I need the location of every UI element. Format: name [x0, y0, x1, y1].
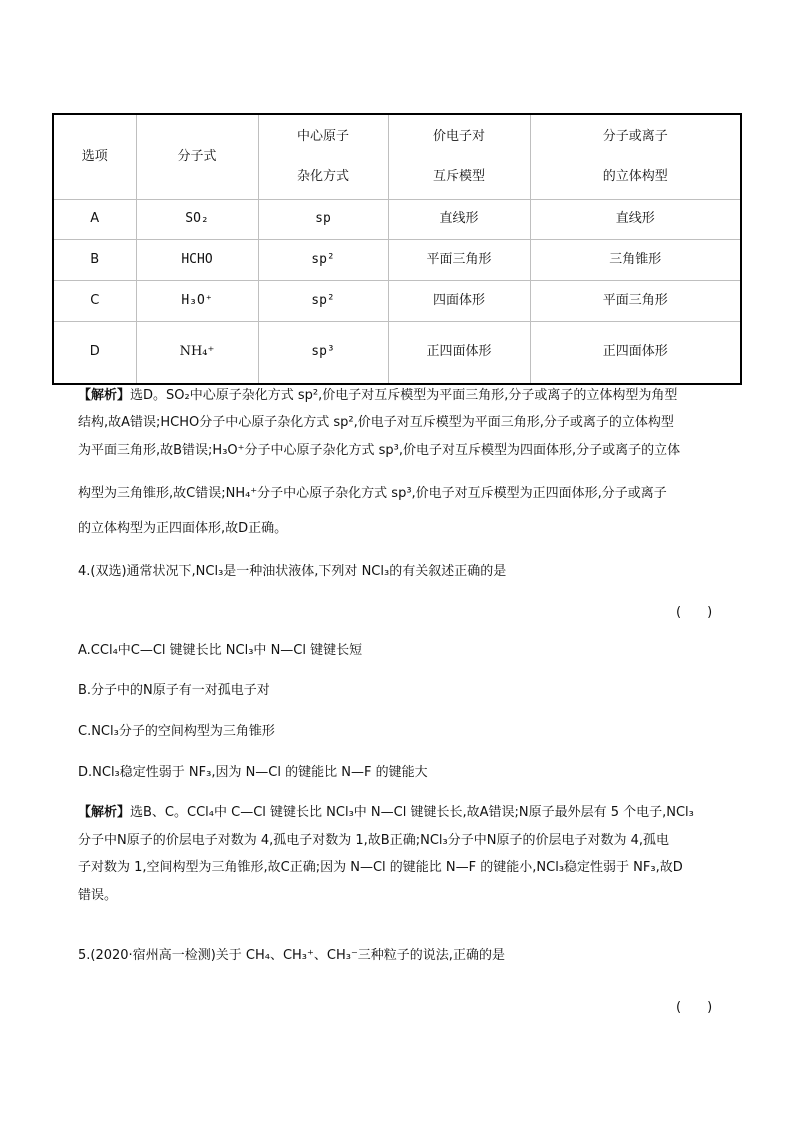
analysis2-line-1: 【解析】选B、C。CCl₄中 C—Cl 键键长比 NCl₃中 N—Cl 键键长长,故A错误;N原子最外层有 5 个电子,NCl₃ [78, 805, 694, 820]
analysis1-line-1: 【解析】选D。SO₂中心原子杂化方式 sp²,价电子对互斥模型为平面三角形,分子或离子的立体构型为角型 [78, 388, 678, 403]
answer-table [52, 113, 742, 385]
cell-hybrid: sp² [258, 280, 388, 321]
cell-option: C [54, 280, 136, 321]
answer-parentheses: ( ) [676, 605, 713, 620]
cell-vsepr: 四面体形 [388, 280, 530, 321]
header-formula: 分子式 [136, 115, 258, 199]
cell-shape: 直线形 [530, 199, 740, 239]
header-hybrid: 中心原子 杂化方式 [258, 115, 388, 199]
cell-formula: H₃O⁺ [136, 280, 258, 321]
question-4-stem: 4.(双选)通常状况下,NCl₃是一种油状液体,下列对 NCl₃的有关叙述正确的是 [78, 564, 507, 579]
option-d: D.NCl₃稳定性弱于 NF₃,因为 N—Cl 的键能比 N—F 的键能大 [78, 765, 428, 780]
table-row [54, 199, 740, 239]
cell-hybrid: sp [258, 199, 388, 239]
cell-formula: SO₂ [136, 199, 258, 239]
cell-formula: HCHO [136, 239, 258, 280]
analysis2-line-3: 子对数为 1,空间构型为三角锥形,故C正确;因为 N—Cl 的键能比 N—F 的键能小,NCl₃稳定性弱于 NF₃,故D [78, 860, 683, 875]
cell-shape: 三角锥形 [530, 239, 740, 280]
cell-shape: 正四面体形 [530, 321, 740, 383]
analysis1-line-5: 的立体构型为正四面体形,故D正确。 [78, 521, 288, 536]
table-row [54, 280, 740, 321]
answer-parentheses: ( ) [676, 1000, 713, 1015]
question-5-stem: 5.(2020·宿州高一检测)关于 CH₄、CH₃⁺、CH₃⁻三种粒子的说法,正确的是 [78, 948, 505, 963]
analysis2-line-2: 分子中N原子的价层电子对数为 4,孤电子对数为 1,故B正确;NCl₃分子中N原子的价层电子对数为 4,孤电 [78, 833, 669, 848]
table-row [54, 321, 740, 383]
header-option: 选项 [54, 115, 136, 199]
table-row [54, 239, 740, 280]
cell-vsepr: 平面三角形 [388, 239, 530, 280]
analysis-tag: 【解析】 [78, 388, 131, 403]
cell-option: D [54, 321, 136, 383]
cell-hybrid: sp³ [258, 321, 388, 383]
cell-option: B [54, 239, 136, 280]
cell-option: A [54, 199, 136, 239]
cell-hybrid: sp² [258, 239, 388, 280]
cell-formula: NH₄⁺ [136, 321, 258, 383]
analysis-tag: 【解析】 [78, 805, 131, 820]
option-a: A.CCl₄中C—Cl 键键长比 NCl₃中 N—Cl 键键长短 [78, 643, 363, 658]
analysis1-line-3: 为平面三角形,故B错误;H₃O⁺分子中心原子杂化方式 sp³,价电子对互斥模型为四面体形,分子或离子的立体 [78, 443, 681, 458]
cell-vsepr: 正四面体形 [388, 321, 530, 383]
option-c: C.NCl₃分子的空间构型为三角锥形 [78, 724, 275, 739]
analysis2-line-4: 错误。 [78, 888, 118, 903]
cell-shape: 平面三角形 [530, 280, 740, 321]
analysis1-line-2: 结构,故A错误;HCHO分子中心原子杂化方式 sp²,价电子对互斥模型为平面三角形,分子或离子的立体构型 [78, 415, 674, 430]
analysis1-line-4: 构型为三角锥形,故C错误;NH₄⁺分子中心原子杂化方式 sp³,价电子对互斥模型为正四面体形,分子或离子 [78, 486, 667, 501]
cell-vsepr: 直线形 [388, 199, 530, 239]
header-vsepr: 价电子对 互斥模型 [388, 115, 530, 199]
option-b: B.分子中的N原子有一对孤电子对 [78, 683, 270, 698]
header-shape: 分子或离子 的立体构型 [530, 115, 740, 199]
